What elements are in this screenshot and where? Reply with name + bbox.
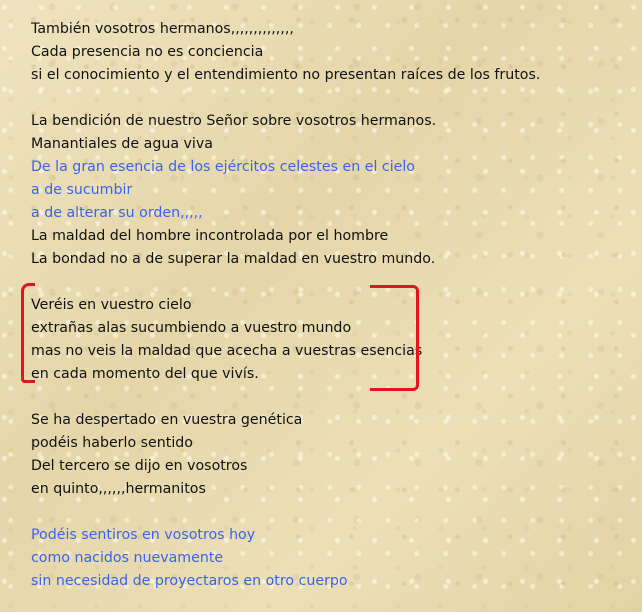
- poem-line: Cada presencia no es conciencia: [31, 44, 264, 60]
- red-bracket-left: [21, 283, 35, 383]
- poem-line-highlighted: Podéis sentiros en vosotros hoy: [31, 527, 256, 543]
- poem-line-bracketed: mas no veis la maldad que acecha a vuestras esencias: [31, 343, 423, 359]
- poem-line-highlighted: sin necesidad de proyectaros en otro cuerpo: [31, 573, 348, 589]
- stanza-gap: [31, 271, 621, 294]
- poem-line: si el conocimiento y el entendimiento no presentan raíces de los frutos.: [31, 67, 541, 83]
- poem-line: La maldad del hombre incontrolada por el hombre: [31, 228, 389, 244]
- poem-line: La bendición de nuestro Señor sobre vosotros hermanos.: [31, 113, 437, 129]
- poem-line-highlighted: a de alterar su orden,,,,,: [31, 205, 203, 221]
- poem-line-bracketed: extrañas alas sucumbiendo a vuestro mundo: [31, 320, 352, 336]
- poem-line-bracketed: Veréis en vuestro cielo: [31, 297, 192, 313]
- poem-line: podéis haberlo sentido: [31, 435, 193, 451]
- poem-body: [31, 18, 621, 593]
- red-bracket-right: [370, 285, 419, 391]
- stanza-gap: [31, 87, 621, 110]
- stanza-gap: [31, 501, 621, 524]
- poem-line-bracketed: en cada momento del que vivís.: [31, 366, 259, 382]
- poem-line-highlighted: De la gran esencia de los ejércitos celestes en el cielo: [31, 159, 415, 175]
- stanza-gap: [31, 386, 621, 409]
- poem-line-highlighted: a de sucumbir: [31, 182, 133, 198]
- poem-line: La bondad no a de superar la maldad en vuestro mundo.: [31, 251, 436, 267]
- poem-line: Manantiales de agua viva: [31, 136, 213, 152]
- poem-line-highlighted: como nacidos nuevamente: [31, 550, 224, 566]
- poem-line: en quinto,,,,,,hermanitos: [31, 481, 206, 497]
- poem-line: También vosotros hermanos,,,,,,,,,,,,,,: [31, 21, 294, 37]
- poem-line: Se ha despertado en vuestra genética: [31, 412, 303, 428]
- poem-line: Del tercero se dijo en vosotros: [31, 458, 248, 474]
